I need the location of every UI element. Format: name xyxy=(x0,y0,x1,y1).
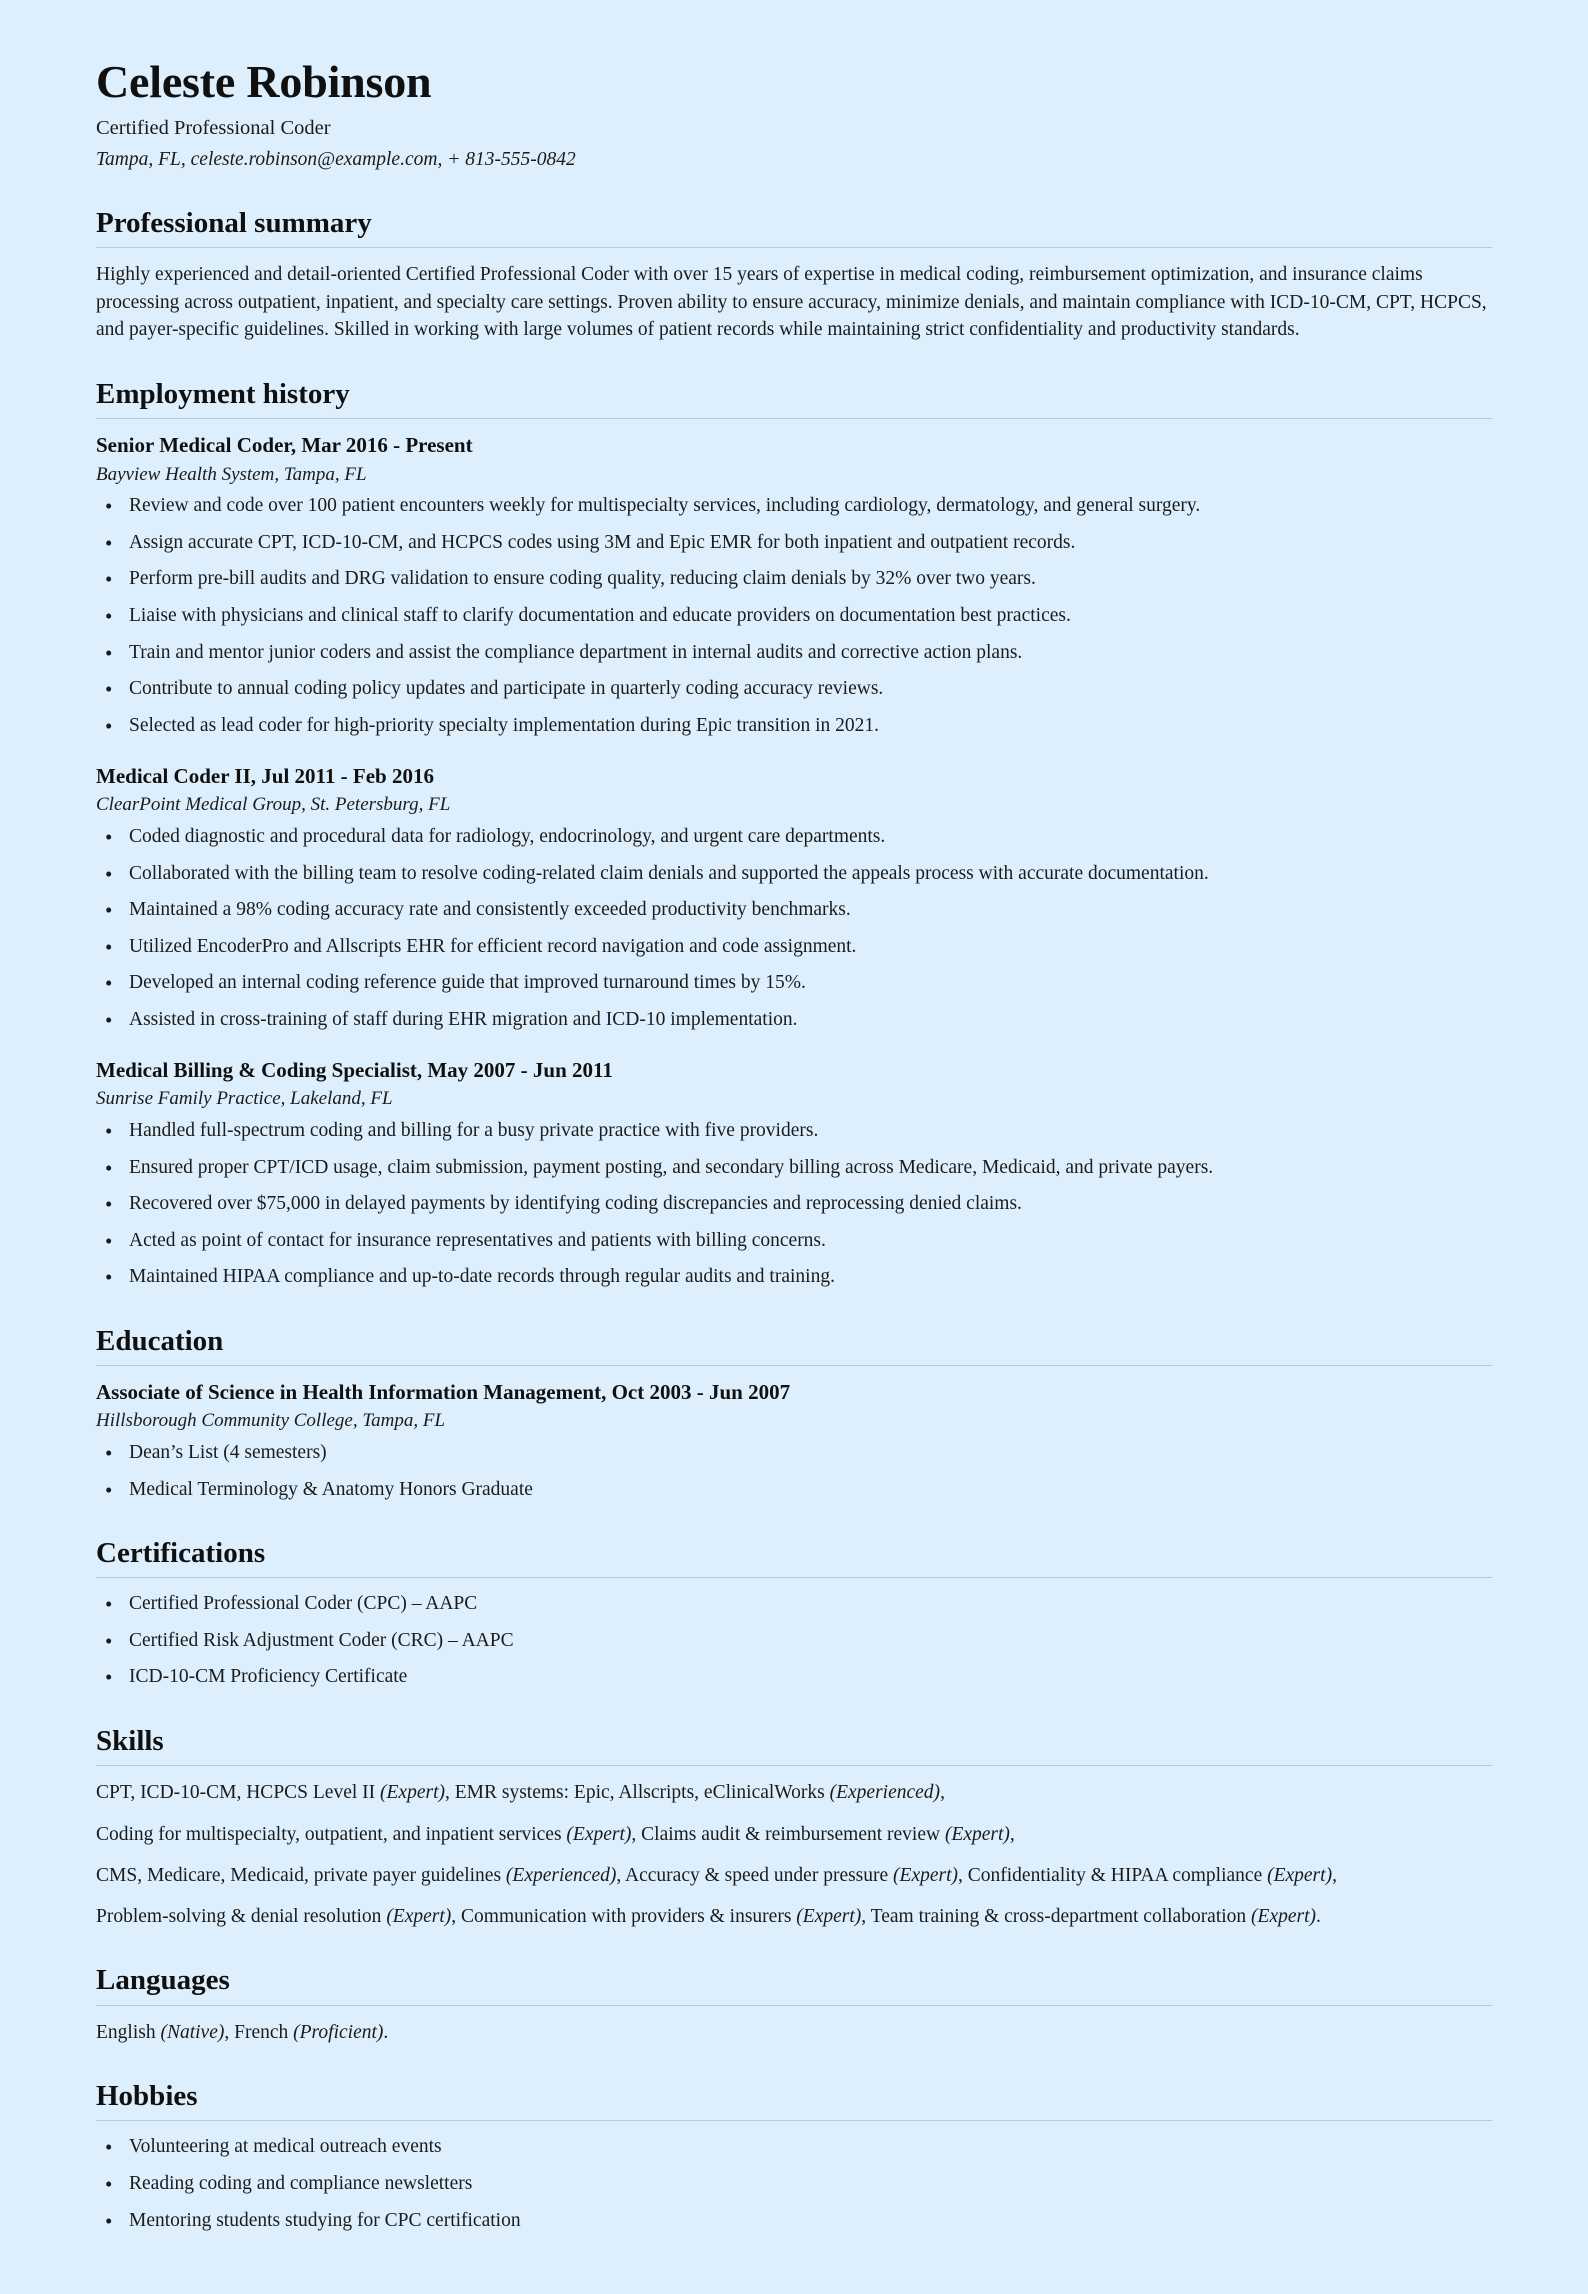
list-item: • Dean’s List (4 semesters) xyxy=(96,1440,1492,1467)
list-item: • Handled full-spectrum coding and billing for a busy private practice with five providers. xyxy=(96,1118,1492,1145)
skills-lines xyxy=(96,1779,1492,1930)
list-item: • Recovered over $75,000 in delayed payments by identifying coding discrepancies and reprocessing denied claims. xyxy=(96,1191,1492,1218)
section-languages xyxy=(96,1964,1492,2046)
skill-text: , Accuracy & speed under pressure xyxy=(616,1864,894,1886)
proficiency-level: (Expert) xyxy=(386,1906,452,1928)
entry-bullets xyxy=(96,1118,1492,1291)
list-item: • Review and code over 100 patient encounters weekly for multispecialty services, including cardiology, dermatology, and general surgery. xyxy=(96,493,1492,520)
list-item: • Reading coding and compliance newsletters xyxy=(96,2171,1492,2198)
skill-text: CPT, ICD-10-CM, HCPCS Level II xyxy=(96,1782,381,1804)
proficiency-level: (Experienced) xyxy=(505,1864,617,1886)
entry-organization: Sunrise Family Practice, Lakeland, FL xyxy=(96,1088,393,1110)
employment-entries xyxy=(96,432,1492,1290)
section-certifications xyxy=(96,1537,1492,1691)
list-item: • Volunteering at medical outreach events xyxy=(96,2134,1492,2161)
entry-title: Senior Medical Coder, Mar 2016 - Present xyxy=(96,433,473,458)
section-divider xyxy=(96,1577,1492,1578)
skill-text: Problem-solving & denial resolution xyxy=(96,1906,387,1928)
skill-text: , Claims audit & reimbursement review xyxy=(631,1823,945,1845)
section-title-professional-summary: Professional summary xyxy=(96,206,372,239)
experience-entry xyxy=(96,432,1492,739)
list-item: • ICD-10-CM Proficiency Certificate xyxy=(96,1664,1492,1691)
section-education xyxy=(96,1325,1492,1503)
skill-text: , xyxy=(940,1782,945,1804)
proficiency-level: (Proficient) xyxy=(293,2021,384,2043)
entry-organization: Hillsborough Community College, Tampa, FL xyxy=(96,1410,446,1432)
entry-organization: ClearPoint Medical Group, St. Petersburg, FL xyxy=(96,794,451,816)
proficiency-level: (Expert) xyxy=(1267,1864,1333,1886)
section-divider xyxy=(96,418,1492,419)
list-item: • Maintained HIPAA compliance and up-to-date records through regular audits and training. xyxy=(96,1264,1492,1291)
skill-text: CMS, Medicare, Medicaid, private payer guidelines xyxy=(96,1864,506,1886)
list-item: • Mentoring students studying for CPC certification xyxy=(96,2208,1492,2235)
skill-text: . xyxy=(383,2021,389,2043)
proficiency-level: (Expert) xyxy=(944,1823,1010,1845)
section-divider xyxy=(96,2120,1492,2121)
skill-line xyxy=(96,1862,1492,1889)
section-title-employment-history: Employment history xyxy=(96,378,350,411)
list-item: • Train and mentor junior coders and assist the compliance department in internal audits and corrective action plans. xyxy=(96,640,1492,667)
entry-organization: Bayview Health System, Tampa, FL xyxy=(96,463,367,485)
list-item: • Maintained a 98% coding accuracy rate and consistently exceeded productivity benchmarks. xyxy=(96,897,1492,924)
resume-header xyxy=(96,58,1492,173)
list-item: • Ensured proper CPT/ICD usage, claim submission, payment posting, and secondary billing across Medicare, Medicaid, and private payers. xyxy=(96,1155,1492,1182)
list-item: • Medical Terminology & Anatomy Honors Graduate xyxy=(96,1477,1492,1504)
list-item: • Selected as lead coder for high-priority specialty implementation during Epic transition in 2021. xyxy=(96,713,1492,740)
entry-title: Associate of Science in Health Information Management, Oct 2003 - Jun 2007 xyxy=(96,1380,791,1405)
list-item: • Assisted in cross-training of staff during EHR migration and ICD-10 implementation. xyxy=(96,1007,1492,1034)
skill-line xyxy=(96,1779,1492,1806)
professional-summary-text: Highly experienced and detail-oriented Certified Professional Coder with over 15 years of expertise in medical coding, reimbursement optimization, and insurance claims processing across outpatient, inpatient, and specialty care settings. Proven ability to ensure accuracy, minimize denials, and maintain compliance with ICD-10-CM, CPT, HCPCS, and payer-specific guidelines. Skilled in working with large volumes of patient records while maintaining strict confidentiality and productivity standards. xyxy=(96,264,1487,341)
section-divider xyxy=(96,247,1492,248)
proficiency-level: (Experienced) xyxy=(829,1782,941,1804)
section-skills xyxy=(96,1725,1492,1931)
list-item: • Utilized EncoderPro and Allscripts EHR for efficient record navigation and code assignment. xyxy=(96,934,1492,961)
list-item: • Contribute to annual coding policy updates and participate in quarterly coding accuracy reviews. xyxy=(96,676,1492,703)
proficiency-level: (Expert) xyxy=(893,1864,959,1886)
list-item: • Liaise with physicians and clinical staff to clarify documentation and educate providers on documentation best practices. xyxy=(96,603,1492,630)
skill-text: , French xyxy=(224,2021,294,2043)
candidate-contact: Tampa, FL, celeste.robinson@example.com, + 813-555-0842 xyxy=(96,149,576,171)
experience-entry xyxy=(96,763,1492,1033)
list-item: • Certified Professional Coder (CPC) – AAPC xyxy=(96,1591,1492,1618)
education-entries xyxy=(96,1379,1492,1503)
section-divider xyxy=(96,1765,1492,1766)
hobbies-list xyxy=(96,2134,1492,2234)
section-divider xyxy=(96,2005,1492,2006)
proficiency-level: (Expert) xyxy=(1251,1906,1317,1928)
list-item: • Developed an internal coding reference guide that improved turnaround times by 15%. xyxy=(96,970,1492,997)
skill-line xyxy=(96,1821,1492,1848)
list-item: • Coded diagnostic and procedural data for radiology, endocrinology, and urgent care departments. xyxy=(96,824,1492,851)
skill-text: , Communication with providers & insurers xyxy=(451,1906,797,1928)
section-title-education: Education xyxy=(96,1324,224,1357)
skill-line xyxy=(96,1903,1492,1930)
section-employment-history xyxy=(96,378,1492,1291)
proficiency-level: (Expert) xyxy=(566,1823,632,1845)
skill-text: , Confidentiality & HIPAA compliance xyxy=(958,1864,1268,1886)
section-hobbies xyxy=(96,2080,1492,2234)
skill-text: , EMR systems: Epic, Allscripts, eClinicalWorks xyxy=(445,1782,830,1804)
section-title-hobbies: Hobbies xyxy=(96,2080,198,2113)
section-title-languages: Languages xyxy=(96,1964,230,1997)
section-divider xyxy=(96,1365,1492,1366)
skill-text: , Team training & cross-department collaboration xyxy=(861,1906,1252,1928)
skill-text: . xyxy=(1316,1906,1321,1928)
skill-text: , xyxy=(1009,1823,1015,1845)
section-title-skills: Skills xyxy=(96,1724,164,1757)
entry-bullets xyxy=(96,493,1492,739)
section-title-certifications: Certifications xyxy=(96,1537,266,1570)
languages-line xyxy=(96,2019,1492,2046)
certifications-list xyxy=(96,1591,1492,1691)
proficiency-level: (Native) xyxy=(160,2021,225,2043)
resume-body xyxy=(96,58,1492,2234)
list-item: • Perform pre-bill audits and DRG validation to ensure coding quality, reducing claim denials by 32% over two years. xyxy=(96,566,1492,593)
list-item: • Assign accurate CPT, ICD-10-CM, and HCPCS codes using 3M and Epic EMR for both inpatient and outpatient records. xyxy=(96,530,1492,557)
entry-title: Medical Billing & Coding Specialist, May 2007 - Jun 2011 xyxy=(96,1058,613,1083)
skill-text: , xyxy=(1332,1864,1337,1886)
skill-text: English xyxy=(96,2021,161,2043)
entry-bullets xyxy=(96,1440,1492,1503)
entry-title: Medical Coder II, Jul 2011 - Feb 2016 xyxy=(96,764,434,789)
skill-text: Coding for multispecialty, outpatient, and inpatient services xyxy=(96,1823,567,1845)
list-item: • Collaborated with the billing team to resolve coding-related claim denials and supported the appeals process with accurate documentation. xyxy=(96,861,1492,888)
entry-bullets xyxy=(96,824,1492,1033)
list-item: • Acted as point of contact for insurance representatives and patients with billing concerns. xyxy=(96,1228,1492,1255)
candidate-role: Certified Professional Coder xyxy=(96,116,331,139)
candidate-name: Celeste Robinson xyxy=(96,56,432,107)
proficiency-level: (Expert) xyxy=(796,1906,862,1928)
experience-entry xyxy=(96,1057,1492,1291)
proficiency-level: (Expert) xyxy=(380,1782,445,1804)
list-item: • Certified Risk Adjustment Coder (CRC) – AAPC xyxy=(96,1628,1492,1655)
section-professional-summary xyxy=(96,207,1492,344)
experience-entry xyxy=(96,1379,1492,1503)
